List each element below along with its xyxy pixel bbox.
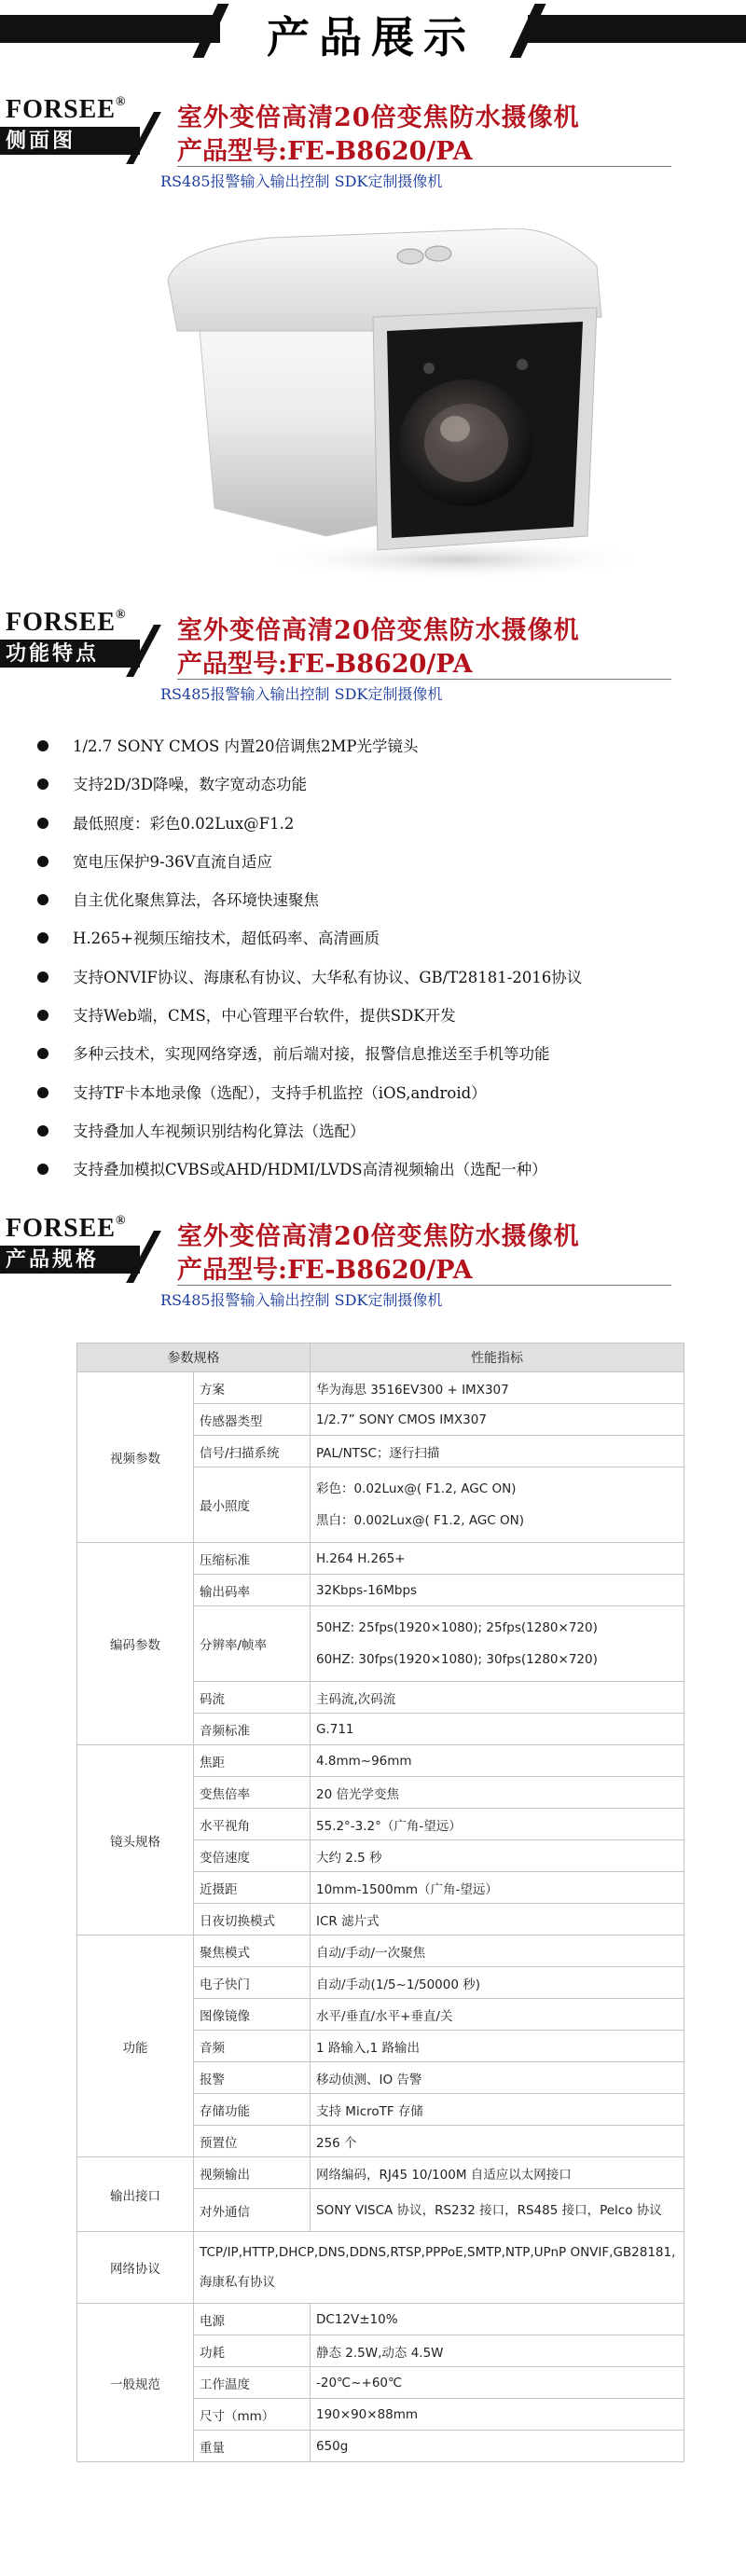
feature-item: H.265+视频压缩技术，超低码率、高清画质 bbox=[37, 929, 737, 967]
bullet-icon bbox=[37, 971, 48, 983]
spec-param: 报警 bbox=[194, 2062, 311, 2094]
spec-param: 电源 bbox=[194, 2304, 311, 2335]
bullet-icon bbox=[37, 894, 48, 905]
spec-category: 功能 bbox=[77, 1935, 194, 2157]
spec-table bbox=[76, 1343, 684, 2462]
spec-category: 镜头规格 bbox=[77, 1745, 194, 1935]
divider bbox=[177, 679, 671, 680]
spec-value: -20℃~+60℃ bbox=[311, 2367, 684, 2399]
feature-item: 宽电压保护9-36V直流自适应 bbox=[37, 852, 737, 890]
logo-text: FORSEE® bbox=[6, 1214, 127, 1243]
spec-category: 一般规范 bbox=[77, 2304, 194, 2462]
table-row bbox=[77, 1935, 684, 1967]
spec-param: 最小照度 bbox=[194, 1467, 311, 1543]
spec-value: 1 路输入,1 路输出 bbox=[311, 2031, 684, 2062]
logo-text: FORSEE® bbox=[6, 608, 127, 637]
section-tag: 功能特点 bbox=[0, 640, 140, 668]
bullet-icon bbox=[37, 1125, 48, 1136]
product-title: 室外变倍高清20倍变焦防水摄像机 bbox=[177, 616, 580, 645]
product-title: 室外变倍高清20倍变焦防水摄像机 bbox=[177, 103, 580, 132]
spec-value: 支持 MicroTF 存储 bbox=[311, 2094, 684, 2126]
table-row bbox=[77, 1372, 684, 1404]
product-model: 产品型号:FE-B8620/PA bbox=[177, 650, 473, 679]
spec-value: 自动/手动/一次聚焦 bbox=[311, 1935, 684, 1967]
spec-value: 主码流,次码流 bbox=[311, 1682, 684, 1714]
feature-item: 支持2D/3D降噪，数字宽动态功能 bbox=[37, 775, 737, 813]
table-header: 参数规格 bbox=[77, 1343, 311, 1372]
spec-value: 55.2°-3.2°（广角-望远） bbox=[311, 1809, 684, 1840]
spec-value: TCP/IP,HTTP,DHCP,DNS,DDNS,RTSP,PPPoE,SMTP,NTP,UPnP ONVIF,GB28181,海康私有协议 bbox=[194, 2232, 684, 2304]
spec-value: 256 个 bbox=[311, 2126, 684, 2157]
spec-category: 输出接口 bbox=[77, 2157, 194, 2232]
divider bbox=[177, 1285, 671, 1286]
spec-param: 信号/扫描系统 bbox=[194, 1436, 311, 1467]
bullet-icon bbox=[37, 856, 48, 867]
spec-value: DC12V±10% bbox=[311, 2304, 684, 2335]
section-tag: 产品规格 bbox=[0, 1246, 140, 1274]
spec-param: 传感器类型 bbox=[194, 1404, 311, 1436]
page-banner bbox=[0, 0, 746, 63]
spec-value: 水平/垂直/水平+垂直/关 bbox=[311, 1999, 684, 2031]
spec-param: 近摄距 bbox=[194, 1872, 311, 1904]
spec-param: 电子快门 bbox=[194, 1967, 311, 1999]
table-row bbox=[77, 1745, 684, 1777]
product-model: 产品型号:FE-B8620/PA bbox=[177, 1256, 473, 1285]
feature-item: 支持ONVIF协议、海康私有协议、大华私有协议、GB/T28181-2016协议 bbox=[37, 968, 737, 1006]
section-header-specs bbox=[0, 1212, 746, 1315]
spec-param: 预置位 bbox=[194, 2126, 311, 2157]
spec-param: 分辨率/帧率 bbox=[194, 1606, 311, 1682]
spec-value: 华为海思 3516EV300 + IMX307 bbox=[311, 1372, 684, 1404]
product-subtitle: RS485报警输入输出控制 SDK定制摄像机 bbox=[160, 1291, 443, 1309]
spec-param: 日夜切换模式 bbox=[194, 1904, 311, 1935]
spec-param: 压缩标准 bbox=[194, 1543, 311, 1575]
product-model: 产品型号:FE-B8620/PA bbox=[177, 137, 473, 166]
spec-param: 变焦倍率 bbox=[194, 1777, 311, 1809]
spec-value: 网络编码，RJ45 10/100M 自适应以太网接口 bbox=[311, 2157, 684, 2189]
spec-param: 存储功能 bbox=[194, 2094, 311, 2126]
spec-value: SONY VISCA 协议，RS232 接口，RS485 接口，Pelco 协议 bbox=[311, 2189, 684, 2232]
bullet-icon bbox=[37, 1048, 48, 1059]
spec-value: 32Kbps-16Mbps bbox=[311, 1575, 684, 1606]
spec-value: 10mm-1500mm（广角-望远） bbox=[311, 1872, 684, 1904]
table-row bbox=[77, 2157, 684, 2189]
brand-logo bbox=[0, 606, 163, 671]
feature-item: 支持叠加模拟CVBS或AHD/HDMI/LVDS高清视频输出（选配一种） bbox=[37, 1160, 737, 1198]
brand-logo bbox=[0, 1212, 163, 1277]
section-header-features bbox=[0, 606, 746, 709]
spec-value: PAL/NTSC；逐行扫描 bbox=[311, 1436, 684, 1467]
spec-value: G.711 bbox=[311, 1714, 684, 1745]
spec-param: 方案 bbox=[194, 1372, 311, 1404]
spec-param: 音频 bbox=[194, 2031, 311, 2062]
bullet-icon bbox=[37, 1010, 48, 1021]
divider bbox=[177, 166, 671, 167]
feature-item: 多种云技术，实现网络穿透，前后端对接，报警信息推送至手机等功能 bbox=[37, 1044, 737, 1082]
spec-value: 20 倍光学变焦 bbox=[311, 1777, 684, 1809]
spec-param: 码流 bbox=[194, 1682, 311, 1714]
spec-value: 静态 2.5W,动态 4.5W bbox=[311, 2335, 684, 2367]
feature-item: 支持Web端，CMS，中心管理平台软件，提供SDK开发 bbox=[37, 1006, 737, 1044]
product-title: 室外变倍高清20倍变焦防水摄像机 bbox=[177, 1222, 580, 1251]
table-header: 性能指标 bbox=[311, 1343, 684, 1372]
section-header-side-view bbox=[0, 93, 746, 196]
spec-param: 聚焦模式 bbox=[194, 1935, 311, 1967]
spec-param: 输出码率 bbox=[194, 1575, 311, 1606]
table-row bbox=[77, 1543, 684, 1575]
spec-param: 尺寸（mm） bbox=[194, 2399, 311, 2431]
spec-value: 移动侦测、IO 告警 bbox=[311, 2062, 684, 2094]
spec-value: 50HZ: 25fps(1920×1080); 25fps(1280×720) 60HZ: 30fps(1920×1080); 30fps(1280×720) bbox=[311, 1606, 684, 1682]
section-tag: 侧面图 bbox=[0, 127, 140, 155]
feature-item: 1/2.7 SONY CMOS 内置20倍调焦2MP光学镜头 bbox=[37, 737, 737, 775]
banner-bar-right bbox=[528, 15, 746, 43]
spec-category: 视频参数 bbox=[77, 1372, 194, 1543]
spec-category: 网络协议 bbox=[77, 2232, 194, 2304]
logo-text: FORSEE® bbox=[6, 95, 127, 124]
feature-item: 自主优化聚焦算法，各环境快速聚焦 bbox=[37, 890, 737, 929]
spec-value: 大约 2.5 秒 bbox=[311, 1840, 684, 1872]
spec-category: 编码参数 bbox=[77, 1543, 194, 1745]
page-title: 产品展示 bbox=[267, 12, 476, 62]
camera-product-image bbox=[159, 228, 643, 587]
spec-param: 工作温度 bbox=[194, 2367, 311, 2399]
bullet-icon bbox=[37, 1164, 48, 1175]
spec-param: 功耗 bbox=[194, 2335, 311, 2367]
table-header-row bbox=[77, 1343, 684, 1372]
bullet-icon bbox=[37, 1087, 48, 1098]
spec-param: 视频输出 bbox=[194, 2157, 311, 2189]
spec-param: 重量 bbox=[194, 2431, 311, 2462]
spec-param: 水平视角 bbox=[194, 1809, 311, 1840]
bullet-icon bbox=[37, 932, 48, 944]
spec-value: ICR 滤片式 bbox=[311, 1904, 684, 1935]
spec-value: H.264 H.265+ bbox=[311, 1543, 684, 1575]
banner-bar-left bbox=[0, 15, 220, 43]
bullet-icon bbox=[37, 740, 48, 751]
feature-item: 支持叠加人车视频识别结构化算法（选配） bbox=[37, 1122, 737, 1160]
bullet-icon bbox=[37, 778, 48, 790]
spec-param: 音频标准 bbox=[194, 1714, 311, 1745]
spec-value: 彩色：0.02Lux@( F1.2, AGC ON) 黑白：0.002Lux@( F1.2, AGC ON) bbox=[311, 1467, 684, 1543]
table-row bbox=[77, 2304, 684, 2335]
feature-list bbox=[37, 737, 737, 1199]
spec-value: 190×90×88mm bbox=[311, 2399, 684, 2431]
feature-item: 支持TF卡本地录像（选配），支持手机监控（iOS,android） bbox=[37, 1083, 737, 1122]
spec-value: 自动/手动(1/5~1/50000 秒) bbox=[311, 1967, 684, 1999]
feature-item: 最低照度：彩色0.02Lux@F1.2 bbox=[37, 814, 737, 852]
spec-param: 变倍速度 bbox=[194, 1840, 311, 1872]
product-subtitle: RS485报警输入输出控制 SDK定制摄像机 bbox=[160, 685, 443, 703]
product-subtitle: RS485报警输入输出控制 SDK定制摄像机 bbox=[160, 172, 443, 190]
bullet-icon bbox=[37, 818, 48, 829]
brand-logo bbox=[0, 93, 163, 158]
spec-param: 对外通信 bbox=[194, 2189, 311, 2232]
spec-param: 焦距 bbox=[194, 1745, 311, 1777]
table-row bbox=[77, 2232, 684, 2304]
spec-param: 图像镜像 bbox=[194, 1999, 311, 2031]
spec-value: 1/2.7” SONY CMOS IMX307 bbox=[311, 1404, 684, 1436]
spec-value: 650g bbox=[311, 2431, 684, 2462]
spec-value: 4.8mm~96mm bbox=[311, 1745, 684, 1777]
